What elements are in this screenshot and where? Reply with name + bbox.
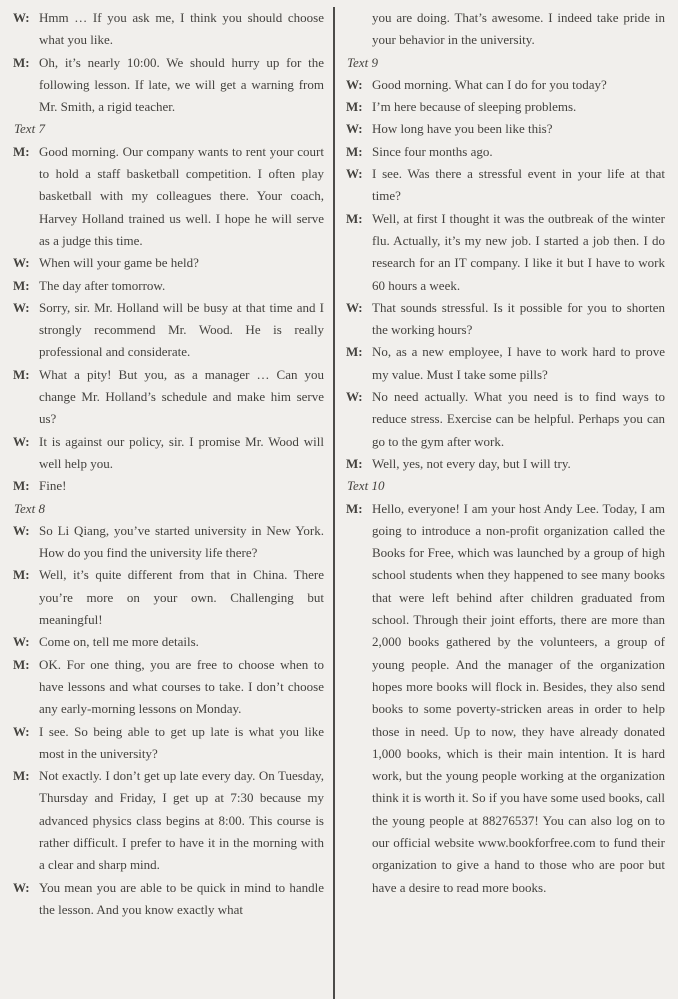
dialogue-text: Well, yes, not every day, but I will try. xyxy=(372,455,571,471)
dialogue-turn xyxy=(13,654,324,721)
speaker-label: W: xyxy=(13,634,30,650)
speaker-label: W: xyxy=(13,299,30,315)
text-section-heading: Text 8 xyxy=(14,500,45,516)
dialogue-text: Hmm … If you ask me, I think you should choose what you like. xyxy=(39,10,324,48)
dialogue-turn xyxy=(13,141,324,252)
dialogue-turn xyxy=(346,386,665,453)
speaker-label: M: xyxy=(13,768,30,784)
speaker-label: M: xyxy=(13,478,30,494)
dialogue-text: That sounds stressful. Is it possible for you to shorten the working hours? xyxy=(372,299,665,338)
dialogue-turn xyxy=(346,453,665,475)
text-section-heading: Text 10 xyxy=(347,478,385,494)
speaker-label: M: xyxy=(13,567,30,583)
dialogue-text: Fine! xyxy=(39,478,67,494)
speaker-label: M: xyxy=(13,54,30,70)
dialogue-text: I see. So being able to get up late is what you like most in the university? xyxy=(39,723,324,761)
dialogue-text: I see. Was there a stressful event in your life at that time? xyxy=(372,166,665,204)
speaker-label: W: xyxy=(346,389,363,405)
dialogue-text: Oh, it’s nearly 10:00. We should hurry up for the following lesson. If late, we will get a warning from Mr. Smith, a rigid teacher. xyxy=(39,54,324,115)
dialogue-text: No need actually. What you need is to find ways to reduce stress. Exercise can be helpful. Perhaps you can go to the gym after work. xyxy=(372,389,665,449)
dialogue-turn xyxy=(13,364,324,431)
speaker-label: M: xyxy=(346,99,363,115)
dialogue-continuation: you are doing. That’s awesome. I indeed take pride in your behavior in the university. xyxy=(372,10,665,48)
speaker-label: W: xyxy=(346,76,363,92)
speaker-label: W: xyxy=(13,522,30,538)
dialogue-text: Not exactly. I don’t get up late every day. On Tuesday, Thursday and Friday, I get up at 7:30 because my advanced physics class begins at 8:00. This course is rather difficult. I prefer to have it in the morning with a clear and sharp mind. xyxy=(39,768,324,873)
speaker-label: W: xyxy=(13,10,30,25)
dialogue-text: How long have you been like this? xyxy=(372,121,553,137)
speaker-label: M: xyxy=(13,143,30,159)
dialogue-turn xyxy=(346,208,665,297)
speaker-label: M: xyxy=(346,344,363,360)
dialogue-text: You mean you are able to be quick in mind to handle the lesson. And you know exactly what xyxy=(39,879,324,917)
speaker-label: W: xyxy=(346,299,363,315)
dialogue-text: It is against our policy, sir. I promise Mr. Wood will well help you. xyxy=(39,433,324,471)
dialogue-turn xyxy=(13,765,324,876)
dialogue-turn xyxy=(13,721,324,766)
dialogue-text: Since four months ago. xyxy=(372,143,493,159)
dialogue-text: Good morning. Our company wants to rent your court to hold a staff basketball competition. I often play basketball with my colleagues there. Your coach, Harvey Holland trained us well. I hope he will serve as a judge this time. xyxy=(39,143,324,248)
speaker-label: M: xyxy=(13,277,30,293)
dialogue-turn xyxy=(13,431,324,476)
dialogue-text: When will your game be held? xyxy=(39,255,199,271)
speaker-label: M: xyxy=(13,656,30,672)
dialogue-turn xyxy=(13,297,324,364)
speaker-label: W: xyxy=(13,255,30,271)
dialogue-text: The day after tomorrow. xyxy=(39,277,166,293)
dialogue-turn xyxy=(13,252,324,274)
dialogue-text: I’m here because of sleeping problems. xyxy=(372,99,577,115)
dialogue-turn xyxy=(346,141,665,163)
speaker-label: M: xyxy=(346,455,363,471)
dialogue-turn xyxy=(13,7,324,52)
dialogue-text: Hello, everyone! I am your host Andy Lee. Today, I am going to introduce a non-profit organization called the Books for Free, which was launched by a group of high school students when they happened to see many books that were left behind after children graduated from school. Through their joint efforts, there are more than 2,000 books gathered by the volunteers, a group of young people. And the manager of the organization hopes more books will flock in. Besides, they also send books to some poverty-stricken areas in order to help those in need. Up to now, they have already donated 1,000 books, which is their main intention. It is hard work, but the young people working at the organization think it is worth it. So if you have some used books, call the young people at 88276537! You can also log on to our official website www.bookforfree.com to fund their organization to give a hand to those who are poor but have a desire to read more books. xyxy=(372,500,665,895)
dialogue-turn xyxy=(346,341,665,386)
speaker-label: M: xyxy=(13,366,30,382)
speaker-label: W: xyxy=(13,879,30,895)
speaker-label: M: xyxy=(346,500,363,516)
dialogue-turn xyxy=(13,52,324,119)
dialogue-turn xyxy=(13,275,324,297)
dialogue-text: No, as a new employee, I have to work hard to prove my value. Must I take some pills? xyxy=(372,344,665,382)
speaker-label: W: xyxy=(346,121,363,137)
transcript-column-right xyxy=(335,7,678,999)
dialogue-text: Well, at first I thought it was the outbreak of the winter flu. Actually, it’s my new job. I started a job then. I do research for an IT company. I like it but I have to work 60 hours a week. xyxy=(372,210,665,293)
dialogue-turn xyxy=(13,631,324,653)
speaker-label: W: xyxy=(13,433,30,449)
dialogue-turn xyxy=(346,96,665,118)
dialogue-text: Come on, tell me more details. xyxy=(39,634,199,650)
dialogue-turn xyxy=(13,520,324,565)
dialogue-turn xyxy=(346,297,665,342)
dialogue-turn xyxy=(13,877,324,922)
dialogue-turn xyxy=(346,118,665,140)
text-section-heading: Text 7 xyxy=(14,121,45,137)
dialogue-turn xyxy=(346,74,665,96)
dialogue-text: Good morning. What can I do for you today? xyxy=(372,76,607,92)
speaker-label: W: xyxy=(346,166,363,182)
dialogue-text: What a pity! But you, as a manager … Can you change Mr. Holland’s schedule and make him serve us? xyxy=(39,366,324,427)
dialogue-text: Well, it’s quite different from that in China. There you’re more on your own. Challenging but meaningful! xyxy=(39,567,324,628)
speaker-label: M: xyxy=(346,143,363,159)
dialogue-text: So Li Qiang, you’ve started university in New York. How do you find the university life there? xyxy=(39,522,324,561)
speaker-label: W: xyxy=(13,723,30,739)
speaker-label: M: xyxy=(346,210,363,226)
transcript-column-left xyxy=(0,7,335,999)
dialogue-text: OK. For one thing, you are free to choose when to have lessons and what courses to take. I don’t choose any early-morning lessons on Monday. xyxy=(39,656,324,717)
dialogue-turn xyxy=(346,498,665,899)
dialogue-turn xyxy=(13,564,324,631)
dialogue-turn xyxy=(346,163,665,208)
dialogue-text: Sorry, sir. Mr. Holland will be busy at that time and I strongly recommend Mr. Wood. He is really professional and considerate. xyxy=(39,299,324,360)
text-section-heading: Text 9 xyxy=(347,54,378,70)
dialogue-turn xyxy=(13,475,324,497)
